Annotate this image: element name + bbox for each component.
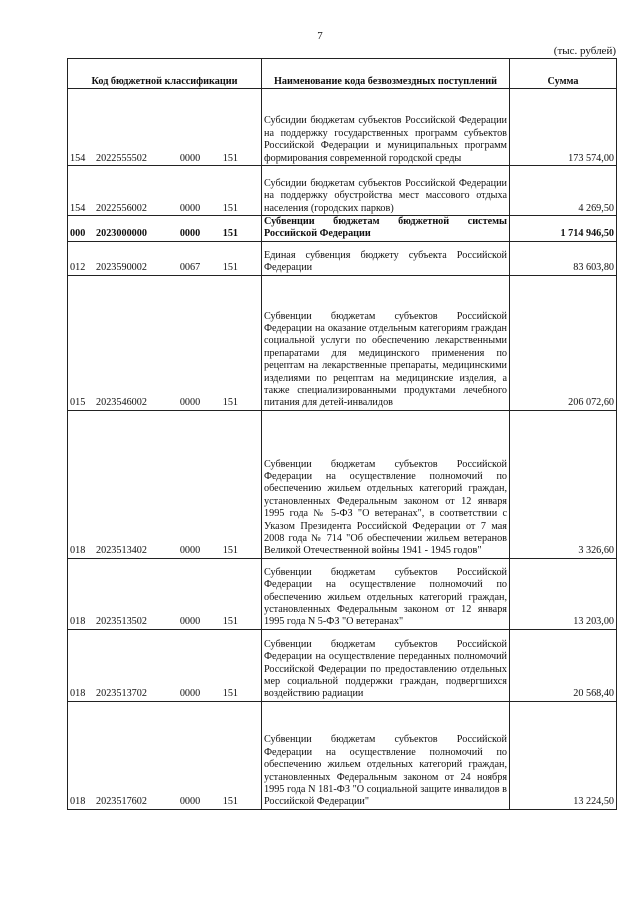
code-part-k4: 151 [222, 545, 238, 557]
sum-cell: 13 224,50 [510, 701, 617, 809]
code-part-k3: 0067 [179, 262, 201, 274]
code-part-k3: 0000 [179, 152, 201, 164]
name-cell: Единая субвенция бюджету субъекта Российской Федерации [262, 241, 510, 275]
name-cell: Субвенции бюджетам субъектов Российской Федерации на осуществление переданных полномочий Российской Федерации по предоставлению отдельных мер социальной поддержки граждан, подвергшихся воздействию радиации [262, 629, 510, 701]
code-part-k3: 0000 [179, 616, 201, 628]
code-part-k1: 015 [70, 397, 86, 409]
table-row [68, 275, 617, 410]
code-part-k2: 2022556002 [96, 202, 147, 214]
code-part-k4: 151 [222, 796, 238, 808]
name-cell: Субсидии бюджетам субъектов Российской Федерации на поддержку государственных программ субъектов Российской Федерации и муниципальных программ формирования современной городской среды [262, 89, 510, 166]
table-row [68, 166, 617, 216]
sum-cell: 13 203,00 [510, 558, 617, 629]
code-part-k4: 151 [222, 228, 238, 240]
sum-cell: 173 574,00 [510, 89, 617, 166]
table-row [68, 241, 617, 275]
code-part-k3: 0000 [179, 397, 201, 409]
code-part-k2: 2023546002 [96, 397, 147, 409]
sum-cell: 4 269,50 [510, 166, 617, 216]
code-part-k3: 0000 [179, 228, 201, 240]
code-cell [68, 701, 262, 809]
header-sum: Сумма [510, 59, 617, 89]
code-part-k2: 2022555502 [96, 152, 147, 164]
table-row [68, 701, 617, 809]
table-row [68, 89, 617, 166]
code-part-k2: 2023517602 [96, 796, 147, 808]
code-part-k4: 151 [222, 616, 238, 628]
code-part-k4: 151 [222, 202, 238, 214]
table-row [68, 410, 617, 558]
code-part-k2: 2023513702 [96, 688, 147, 700]
code-part-k1: 018 [70, 688, 86, 700]
code-part-k1: 018 [70, 545, 86, 557]
name-cell: Субвенции бюджетам субъектов Российской Федерации на осуществление полномочий по обеспечению жильем отдельных категорий граждан, установленных Федеральным законом от 24 ноября 1995 года N 181-ФЗ "О социальной защите инвалидов в Российской Федерации" [262, 701, 510, 809]
code-part-k2: 2023513502 [96, 616, 147, 628]
name-cell: Субвенции бюджетам субъектов Российской Федерации на осуществление полномочий по обеспечению жильем отдельных категорий граждан, установленных Федеральным законом от 12 января 1995 года № 5-ФЗ "О ветеранах", в соответствии с Указом Президента Российской Федерации от 7 мая 2008 года № 714 "Об обеспечении жильем ветеранов Великой Отечественной войны 1941 - 1945 годов" [262, 410, 510, 558]
code-part-k3: 0000 [179, 796, 201, 808]
code-part-k3: 0000 [179, 202, 201, 214]
code-cell [68, 275, 262, 410]
code-part-k2: 2023513402 [96, 545, 147, 557]
code-part-k4: 151 [222, 688, 238, 700]
code-cell [68, 216, 262, 242]
code-part-k4: 151 [222, 152, 238, 164]
table-row [68, 558, 617, 629]
budget-table [67, 58, 617, 810]
sum-cell: 3 326,60 [510, 410, 617, 558]
sum-cell: 83 603,80 [510, 241, 617, 275]
code-part-k1: 000 [70, 228, 86, 240]
table-row [68, 629, 617, 701]
name-cell: Субвенции бюджетам бюджетной системы Российской Федерации [262, 216, 510, 242]
code-cell [68, 558, 262, 629]
code-cell [68, 410, 262, 558]
code-cell [68, 241, 262, 275]
table-header-row [68, 59, 617, 89]
sum-cell: 1 714 946,50 [510, 216, 617, 242]
code-part-k4: 151 [222, 397, 238, 409]
header-code: Код бюджетной классификации [68, 59, 262, 89]
header-name: Наименование кода безвозмездных поступлений [262, 59, 510, 89]
name-cell: Субвенции бюджетам субъектов Российской Федерации на оказание отдельным категориям граждан социальной услуги по обеспечению лекарственными препаратами для медицинского применения по рецептам на лекарственные препараты, медицинскими изделиями по рецептам на медицинские изделия, а также специализированными продуктами лечебного питания для детей-инвалидов [262, 275, 510, 410]
code-cell [68, 629, 262, 701]
code-cell [68, 166, 262, 216]
code-cell [68, 89, 262, 166]
code-part-k1: 012 [70, 262, 86, 274]
code-part-k2: 2023000000 [96, 228, 147, 240]
page-number: 7 [317, 30, 323, 42]
code-part-k3: 0000 [179, 545, 201, 557]
code-part-k4: 151 [222, 262, 238, 274]
code-part-k1: 018 [70, 796, 86, 808]
code-part-k3: 0000 [179, 688, 201, 700]
table-row [68, 216, 617, 242]
code-part-k1: 018 [70, 616, 86, 628]
units-label: (тыс. рублей) [553, 45, 616, 57]
code-part-k1: 154 [70, 202, 86, 214]
name-cell: Субвенции бюджетам субъектов Российской Федерации на осуществление полномочий по обеспечению жильем отдельных категорий граждан, установленных Федеральным законом от 12 января 1995 года N 5-ФЗ "О ветеранах" [262, 558, 510, 629]
code-part-k2: 2023590002 [96, 262, 147, 274]
sum-cell: 20 568,40 [510, 629, 617, 701]
sum-cell: 206 072,60 [510, 275, 617, 410]
code-part-k1: 154 [70, 152, 86, 164]
name-cell: Субсидии бюджетам субъектов Российской Федерации на поддержку обустройства мест массового отдыха населения (городских парков) [262, 166, 510, 216]
